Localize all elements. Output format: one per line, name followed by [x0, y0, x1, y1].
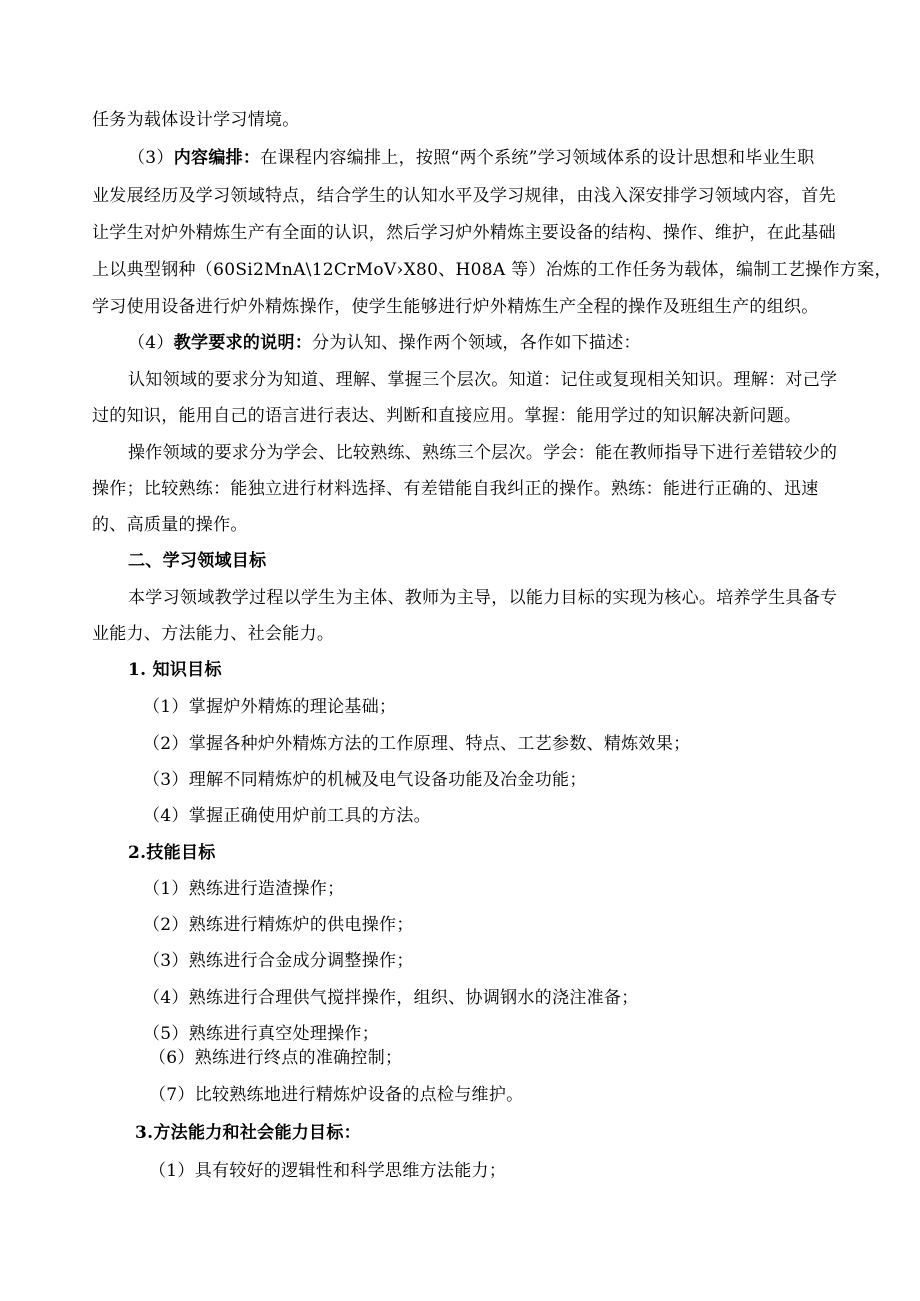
method-social-goal-item: （1）具有较好的逻辑性和科学思维方法能力； — [149, 1161, 507, 1181]
skill-goal-item: （6）熟练进行终点的准确控制； — [149, 1048, 403, 1068]
content-arrangement-line-2: 业发展经历及学习领域特点，结合学生的认知水平及学习规律，由浅入深安排学习领域内容，首先 — [92, 186, 836, 206]
content-arrangement-line-1 — [128, 147, 815, 169]
content-arrangement-line-5: 学习使用设备进行炉外精炼操作，使学生能够进行炉外精炼生产全程的操作及班组生产的组织。 — [92, 297, 819, 317]
cognitive-line-1: 认知领域的要求分为知道、理解、掌握三个层次。知道：记住或复现相关知识。理解：对己学 — [128, 370, 838, 390]
content-arrangement-heading: 内容编排： — [173, 148, 261, 168]
content-arrangement-line-3: 让学生对炉外精炼生产有全面的认识，然后学习炉外精炼主要设备的结构、操作、维护，在此基础 — [92, 223, 836, 243]
skill-goal-item: （7）比较熟练地进行精炼炉设备的点检与维护。 — [149, 1085, 524, 1105]
skill-goal-item: （4）熟练进行合理供气搅拌操作，组织、协调钢水的浇注准备； — [143, 988, 639, 1008]
content-arrangement-line-4: 上以典型钢种（60Si2MnA\12CrMoV›X80、H08A 等）冶炼的工作任务为载体，编制工艺操作方案， — [92, 260, 892, 280]
skill-goals-heading: 2.技能目标 — [128, 843, 216, 863]
teaching-requirements-line — [128, 332, 641, 354]
skill-goal-item: （5）熟练进行真空处理操作； — [143, 1024, 380, 1044]
method-social-goals-heading: 3.方法能力和社会能力目标： — [135, 1123, 361, 1143]
teaching-requirements-text: 分为认知、操作两个领域，各作如下描述： — [312, 333, 641, 353]
operation-line-2: 操作；比较熟练：能独立进行材料选择、有差错能自我纠正的操作。熟练：能进行正确的、迅速 — [92, 479, 819, 499]
section2-heading: 二、学习领域目标 — [128, 551, 267, 571]
section2-intro-line-2: 业能力、方法能力、社会能力。 — [92, 624, 335, 644]
knowledge-goals-heading: 1. 知识目标 — [128, 660, 222, 680]
knowledge-goal-item: （1）掌握炉外精炼的理论基础； — [143, 697, 397, 717]
teaching-requirements-number: （4） — [128, 333, 174, 353]
operation-line-1: 操作领域的要求分为学会、比较熟练、熟练三个层次。学会：能在教师指导下进行差错较少的 — [128, 443, 838, 463]
operation-line-3: 的、高质量的操作。 — [92, 515, 248, 535]
content-arrangement-number: （3） — [128, 148, 174, 168]
knowledge-goal-item: （4）掌握正确使用炉前工具的方法。 — [143, 806, 431, 826]
knowledge-goal-item: （2）掌握各种炉外精炼方法的工作原理、特点、工艺参数、精炼效果； — [143, 734, 691, 754]
section2-intro-line-1: 本学习领域教学过程以学生为主体、教师为主导，以能力目标的实现为核心。培养学生具备专 — [128, 588, 838, 608]
skill-goal-item: （3）熟练进行合金成分调整操作； — [143, 951, 414, 971]
knowledge-goal-item: （3）理解不同精炼炉的机械及电气设备功能及冶金功能； — [143, 770, 587, 790]
teaching-requirements-heading: 教学要求的说明： — [173, 333, 313, 353]
cognitive-line-2: 过的知识，能用自己的语言进行表达、判断和直接应用。掌握：能用学过的知识解决新问题。 — [92, 406, 802, 426]
intro-tail: 任务为载体设计学习情境。 — [92, 110, 300, 130]
skill-goal-item: （1）熟练进行造渣操作； — [143, 879, 345, 899]
content-arrangement-text: 在课程内容编排上，按照“两个系统”学习领域体系的设计思想和毕业生职 — [260, 148, 815, 168]
skill-goal-item: （2）熟练进行精炼炉的供电操作； — [143, 915, 414, 935]
